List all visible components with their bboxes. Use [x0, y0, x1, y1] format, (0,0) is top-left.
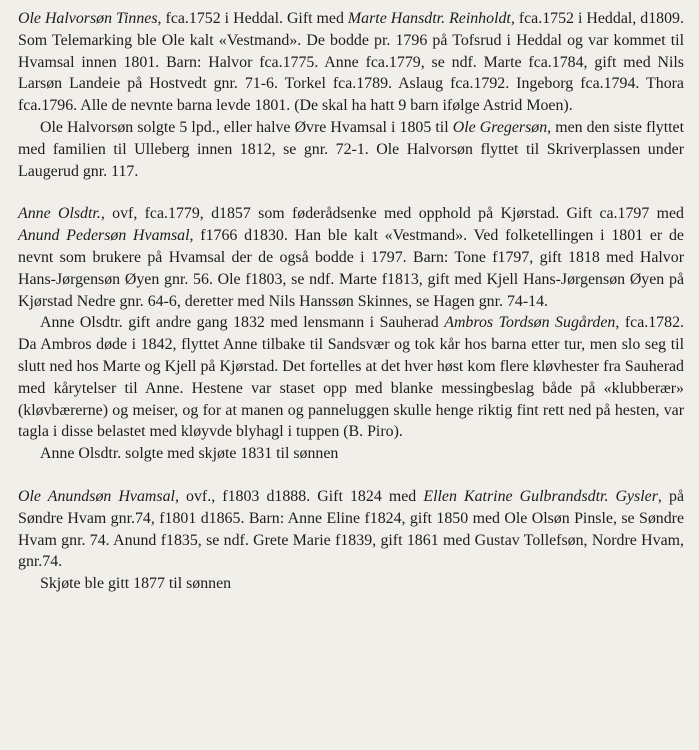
person-name: Ellen Katrine Gulbrandsdtr. Gysler — [423, 487, 658, 505]
text-run: , fca.1782. Da Ambros døde i 1842, flyttet Anne tilbake til Sandsvær og tok kår hos barna etter tur, men slo seg til slutt ned hos Marte og Kjell på Kjørstad. Det fortelles at det hver høst kom flere kløvhester fra Sauherad med kårytelser til Anne. Hestene var staset opp med blanke messingbeslag både på «klubberær» (kløvbærerne) og meiser, og for at manen og panneluggen skulle henge riktig fint rett ned på hesten, var tagla i disse belastet med kløyvde blyhagl i tuppen (B. Piro). — [18, 314, 684, 441]
person-name: Marte Hansdtr. Reinholdt — [347, 10, 511, 27]
person-name: Ambros Tordsøn Sugården — [444, 314, 616, 332]
document-page — [18, 8, 684, 595]
text-run: , fca.1752 i Heddal. Gift med — [157, 10, 348, 27]
paragraph — [18, 312, 684, 443]
entry-ole-halvorson — [18, 8, 684, 182]
text-run: Skjøte ble gitt 1877 til sønnen — [40, 575, 232, 593]
text-run: , fca.1752 i Heddal, d1809. Som Telemarking ble Ole kalt «Vestmand». De bodde pr. 1796 på Tofsrud i Heddal og var kommet til Hvamsal innen 1801. Barn: Halvor fca.1775. Anne fca.1779, se ndf. Marte fca.1784, gift med Nils Larsøn Landeie på Hostvedt gnr. 71-6. Torkel fca.1789. Aslaug fca.1792. Ingeborg fca.1794. Thora fca.1796. Alle de nevnte barna levde 1801. (De skal ha hatt 9 barn ifølge Astrid Moen). — [18, 10, 684, 115]
text-run: , på Søndre Hvam gnr.74, f1801 d1865. Barn: Anne Eline f1824, gift 1850 med Ole Olsøn Pinsle, se Søndre Hvam gnr. 74. Anund f1835, se ndf. Grete Marie f1839, gift 1861 med Gustav Tollefsøn, Nordre Hvam, gnr.74. — [18, 487, 684, 571]
paragraph — [18, 117, 684, 182]
text-run: , men den siste flyttet med familien til Ulleberg innen 1812, se gnr. 72-1. Ole Halvorsøn flyttet til Skriverplassen under Laugerud gnr. 117. — [18, 118, 684, 180]
paragraph — [18, 573, 684, 595]
paragraph — [18, 443, 684, 465]
person-name: Anund Pedersøn Hvamsal — [18, 227, 190, 245]
section-gap — [18, 182, 684, 203]
paragraph — [18, 486, 684, 573]
person-name: Ole Anundsøn Hvamsal — [18, 487, 175, 505]
text-run: Anne Olsdtr. solgte med skjøte 1831 til sønnen — [40, 445, 339, 463]
paragraph — [18, 8, 684, 117]
section-gap — [18, 465, 684, 486]
person-name: Anne Olsdtr. — [18, 205, 101, 223]
entry-anne-olsdtr — [18, 203, 684, 465]
text-run: , f1766 d1830. Han ble kalt «Vestmand». Ved folketellingen i 1801 er de nevnt som brukere på Hvamsal der de også bodde i 1797. Barn: Tone f1797, gift 1818 med Halvor Hans-Jørgensøn Øyen gnr. 56. Ole f1803, se ndf. Marte f1813, gift med Kjell Hans-Jørgensøn Øyen på Kjørstad Nedre gnr. 64-6, deretter med Nils Hanssøn Skinnes, se Hagen gnr. 74-14. — [18, 227, 684, 310]
text-run: Anne Olsdtr. gift andre gang 1832 med lensmann i Sauherad — [40, 314, 445, 332]
paragraph — [18, 203, 684, 312]
text-run: Ole Halvorsøn solgte 5 lpd., eller halve Øvre Hvamsal i 1805 til — [40, 118, 453, 136]
entry-ole-anundson — [18, 486, 684, 595]
text-run: , ovf, fca.1779, d1857 som føderådsenke med opphold på Kjørstad. Gift ca.1797 med — [100, 205, 685, 223]
person-name: Ole Halvorsøn Tinnes — [18, 10, 158, 27]
person-name: Ole Gregersøn — [452, 118, 548, 136]
text-run: , ovf., f1803 d1888. Gift 1824 med — [174, 487, 424, 505]
